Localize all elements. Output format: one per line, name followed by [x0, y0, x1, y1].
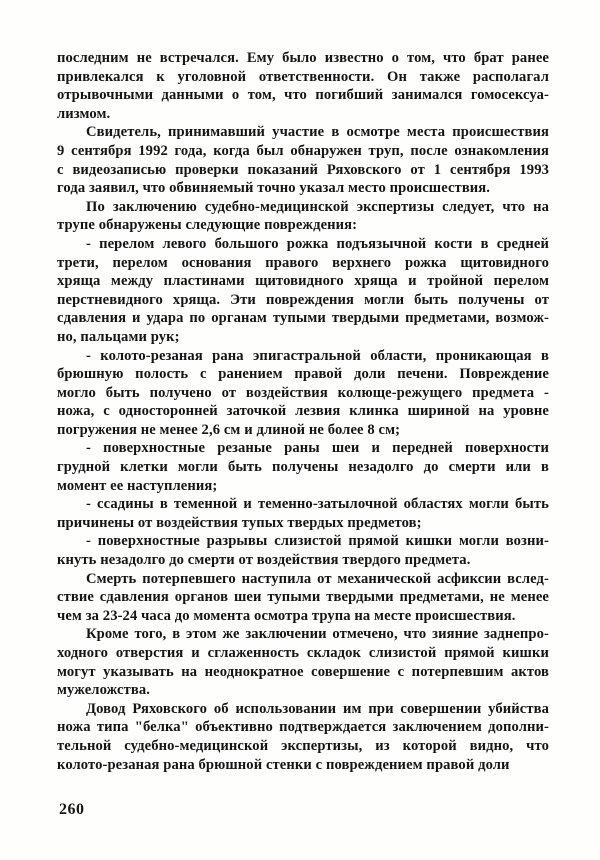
paragraph: [57, 570, 549, 626]
text-line: чем за 23-24 часа до момента осмотра трупа на месте происшествия.: [57, 607, 516, 624]
text-line: тельной судебно-медицинской экспертизы, из которой видно, что: [57, 737, 549, 754]
text-line: - перелом левого большого рожка подъязычной кости в средней: [86, 235, 549, 252]
text-line: - поверхностные резаные раны шеи и передней поверхности: [86, 440, 549, 457]
text-line: По заключению судебно-медицинской экспертизы следует, что на: [86, 198, 549, 215]
paragraph: [57, 700, 549, 774]
paragraph: [57, 532, 549, 569]
text-line: ствие сдавления органов шеи тупыми твердыми предметами, не менее: [57, 589, 549, 606]
text-line: последним не встречался. Ему было известно о том, что брат ранее: [57, 50, 549, 66]
text-line: кнуть незадолго до смерти от воздействия твердого предмета.: [57, 552, 471, 569]
text-line: лизмом.: [57, 105, 111, 122]
text-line: года заявил, что обвиняемый точно указал место происшествия.: [57, 180, 491, 197]
text-line: ножа, с односторонней заточкой лезвия клинка шириной на уровне: [57, 403, 549, 420]
text-line: сдавления и удара по органам тупыми твердыми предметами, возмож-: [57, 310, 549, 327]
text-line: хряща между пластинами щитовидного хряща и тройной перелом: [57, 273, 549, 290]
paragraph: [57, 495, 549, 532]
text-line: Свидетель, принимавший участие в осмотре места происшествия: [86, 124, 549, 141]
text-line: колото-резаная рана брюшной стенки с повреждением правой доли: [57, 756, 510, 773]
page-number: 260: [59, 801, 85, 818]
text-line: перстневидного хряща. Эти повреждения могли быть получены от: [57, 291, 549, 308]
text-line: - ссадины в теменной и теменно-затылочной областях могли быть: [86, 496, 549, 513]
text-line: Смерть потерпевшего наступила от механической асфиксии вслед-: [86, 570, 549, 587]
text-line: момент ее наступления;: [57, 477, 218, 494]
paragraph: [57, 198, 549, 235]
text-line: но, пальцами рук;: [57, 328, 180, 345]
text-line: причинены от воздействия тупых твердых предметов;: [57, 514, 422, 531]
text-line: отрывочными данными о том, что погибший занимался гомосексуа-: [57, 87, 549, 104]
text-line: грудной клетки могли быть получены незадолго до смерти или в: [57, 459, 549, 476]
text-line: могло быть получено от воздействия колюще-режущего предмета -: [57, 384, 549, 401]
paragraph: [57, 625, 549, 699]
text-line: трети, перелом основания правого верхнего рожка щитовидного: [57, 254, 549, 271]
paragraph: [57, 439, 549, 495]
text-line: с видеозаписью проверки показаний Ряховского от 1 сентября 1993: [57, 161, 549, 178]
text-line: Кроме того, в этом же заключении отмечено, что зияние заднепро-: [86, 626, 549, 643]
paragraph: [57, 49, 549, 123]
text-line: погружения не менее 2,6 см и длиной не более 8 см;: [57, 421, 401, 438]
text-line: - поверхностные разрывы слизистой прямой кишки могли возни-: [86, 533, 549, 550]
paragraph: [57, 347, 549, 440]
text-line: мужеложства.: [57, 682, 151, 699]
text-line: ходного отверстия и сглаженность складок слизистой прямой кишки: [57, 645, 549, 661]
page-text-block: [57, 49, 549, 774]
text-line: Довод Ряховского об использовании им при совершении убийства: [86, 700, 549, 717]
paragraph: [57, 123, 549, 197]
text-line: трупе обнаружены следующие повреждения:: [57, 217, 358, 234]
text-line: брюшную полость с ранением правой доли печени. Повреждение: [57, 366, 549, 383]
paragraph: [57, 235, 549, 347]
text-line: привлекался к уголовной ответственности. Он также располагал: [57, 68, 549, 85]
text-line: могут указывать на неоднократное совершение с потерпевшим актов: [57, 663, 549, 680]
text-line: ножа типа "белка" объективно подтверждается заключением дополни-: [57, 719, 549, 736]
text-line: 9 сентября 1992 года, когда был обнаружен труп, после ознакомления: [57, 142, 549, 159]
text-line: - колото-резаная рана эпигастральной области, проникающая в: [86, 347, 549, 364]
